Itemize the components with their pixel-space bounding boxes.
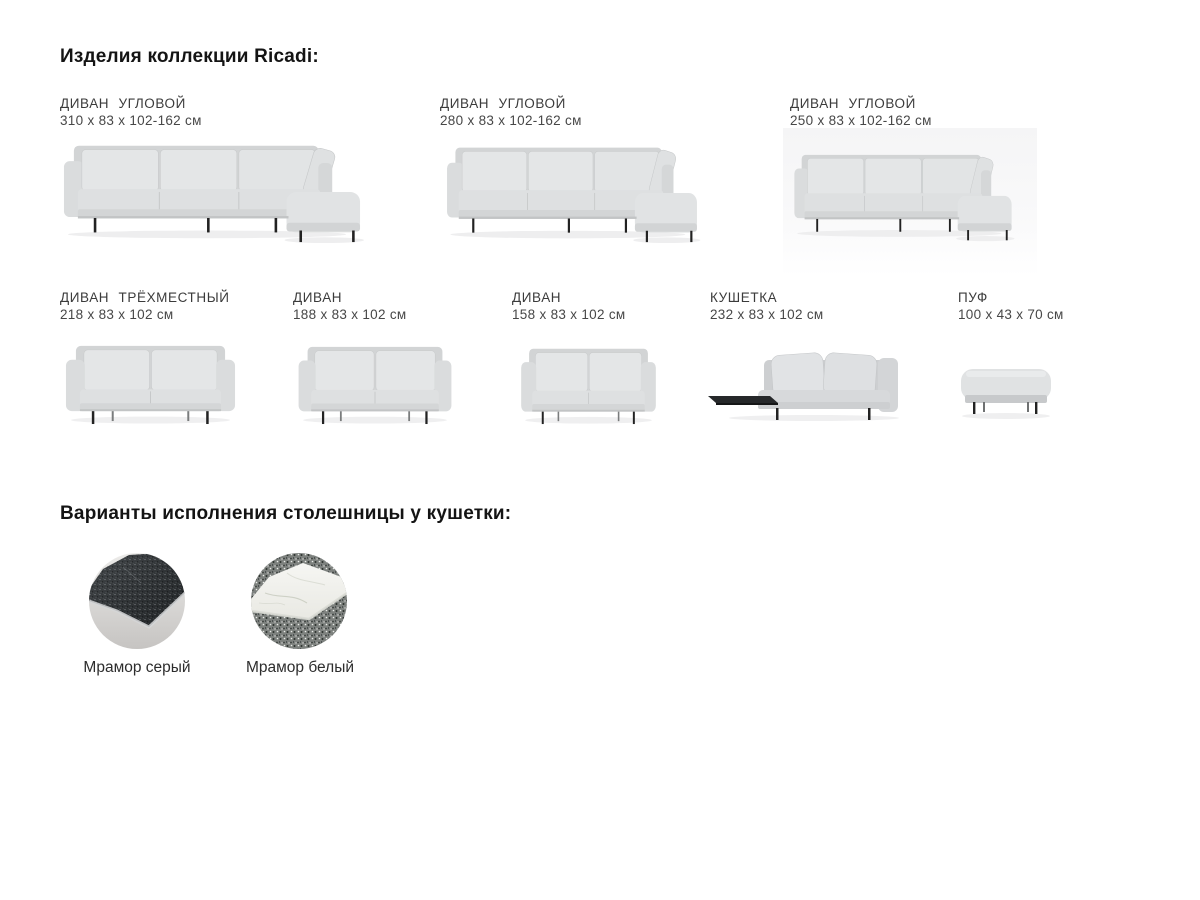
product-name: ПУФ [958, 290, 988, 305]
product-label [293, 290, 406, 322]
product-label [512, 290, 625, 322]
product-label [440, 96, 582, 128]
daybed-image [706, 344, 902, 422]
product-dimensions: 158 x 83 x 102 см [512, 306, 626, 322]
product-name: ДИВАН УГЛОВОЙ [790, 96, 916, 111]
product-label [60, 290, 230, 322]
product-name: ДИВАН [512, 290, 562, 305]
three-seat-sofa-image [62, 340, 239, 425]
corner-sofa-310-image [58, 138, 366, 244]
section-title-tabletop: Варианты исполнения столешницы у кушетки: [60, 503, 512, 524]
product-name: ДИВАН УГЛОВОЙ [60, 96, 186, 111]
product-dimensions: 100 x 43 x 70 см [958, 306, 1064, 322]
product-dimensions: 218 x 83 x 102 см [60, 306, 174, 322]
product-label [710, 290, 823, 322]
sofa-158-image [518, 343, 659, 425]
page-title: Изделия коллекции Ricadi: [60, 46, 319, 67]
marble-gray-swatch [89, 553, 185, 649]
product-dimensions: 232 x 83 x 102 см [710, 306, 824, 322]
product-label [60, 96, 202, 128]
pouf-image [958, 364, 1054, 420]
marble-white-swatch [251, 553, 347, 649]
product-name: ДИВАН [293, 290, 343, 305]
product-label [958, 290, 1064, 322]
sofa-188-image [295, 341, 455, 425]
corner-sofa-250-image [790, 148, 1016, 242]
product-dimensions: 310 x 83 x 102-162 см [60, 112, 202, 128]
product-name: ДИВАН УГЛОВОЙ [440, 96, 566, 111]
product-name: ДИВАН ТРЁХМЕСТНЫЙ [60, 290, 230, 305]
marble-gray-label: Мрамор серый [83, 659, 191, 676]
product-dimensions: 188 x 83 x 102 см [293, 306, 407, 322]
marble-white-label: Мрамор белый [245, 659, 354, 676]
corner-sofa-280-image [442, 140, 702, 244]
product-name: КУШЕТКА [710, 290, 778, 305]
product-dimensions: 250 x 83 x 102-162 см [790, 112, 932, 128]
product-label [790, 96, 932, 128]
product-dimensions: 280 x 83 x 102-162 см [440, 112, 582, 128]
